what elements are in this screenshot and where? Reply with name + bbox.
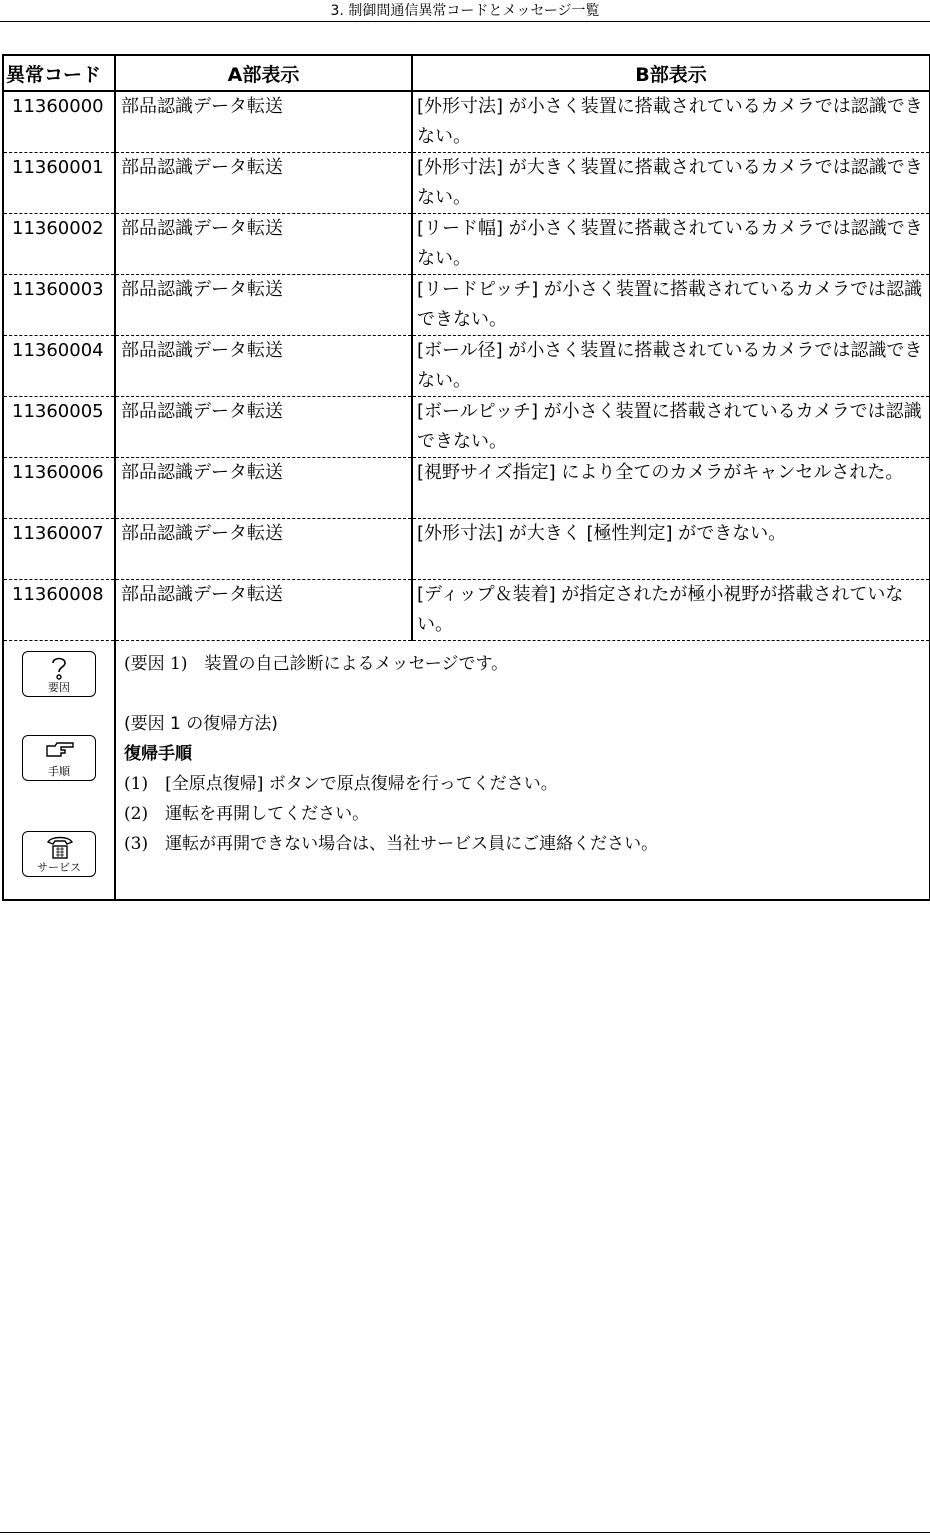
table-row [3,275,930,336]
error-code: 11360007 [3,519,115,580]
footer-rule [0,1532,930,1533]
header-b-display: B部表示 [412,55,930,91]
cause-badge-label: 要因 [48,681,70,694]
b-display: [リード幅] が小さく装置に搭載されているカメラでは認識できない。 [412,214,930,275]
b-display: [ディップ＆装着] が指定されたが極小視野が搭載されていない。 [412,580,930,641]
error-code: 11360008 [3,580,115,641]
procedure-heading: 復帰手順 [124,744,192,764]
error-code: 11360003 [3,275,115,336]
a-display: 部品認識データ転送 [115,91,412,153]
a-display: 部品認識データ転送 [115,275,412,336]
b-display: [ボール径] が小さく装置に搭載されているカメラでは認識できない。 [412,336,930,397]
service-badge-label: サービス [37,861,81,874]
icon-column [3,641,115,901]
table-row [3,458,930,519]
b-display: [外形寸法] が大きく [極性判定] ができない。 [412,519,930,580]
header-error-code: 異常コード [3,55,115,91]
page-header-title: 3. 制御間通信異常コードとメッセージ一覧 [330,3,600,19]
table-row [3,336,930,397]
error-code: 11360005 [3,397,115,458]
step-item: (2) 運転を再開してください。 [124,804,370,824]
telephone-icon [45,834,75,860]
error-code: 11360002 [3,214,115,275]
a-display: 部品認識データ転送 [115,214,412,275]
error-code: 11360000 [3,91,115,153]
error-code-table [2,54,930,901]
procedure-badge-label: 手順 [48,765,70,778]
question-icon [45,654,73,682]
table-row [3,580,930,641]
spacer [124,679,923,709]
cause-badge [22,651,96,697]
a-display: 部品認識データ転送 [115,458,412,519]
b-display: [外形寸法] が大きく装置に搭載されているカメラでは認識できない。 [412,153,930,214]
recovery-text [115,641,930,901]
step-item: (3) 運転が再開できない場合は、当社サービス員にご連絡ください。 [124,834,659,854]
b-display: [リードピッチ] が小さく装置に搭載されているカメラでは認識できない。 [412,275,930,336]
table-header-row [3,55,930,91]
a-display: 部品認識データ転送 [115,397,412,458]
table-row [3,397,930,458]
header-a-display: A部表示 [115,55,412,91]
table-row [3,91,930,153]
error-code: 11360004 [3,336,115,397]
table-row [3,519,930,580]
recovery-info-row [3,641,930,901]
cause-line: (要因 1) 装置の自己診断によるメッセージです。 [124,654,509,674]
error-code: 11360006 [3,458,115,519]
error-code: 11360001 [3,153,115,214]
a-display: 部品認識データ転送 [115,519,412,580]
pointing-hand-icon [45,738,75,762]
a-display: 部品認識データ転送 [115,336,412,397]
service-badge [22,831,96,877]
procedure-badge [22,735,96,781]
b-display: [外形寸法] が小さく装置に搭載されているカメラでは認識できない。 [412,91,930,153]
table-row [3,153,930,214]
a-display: 部品認識データ転送 [115,153,412,214]
step-item: (1) [全原点復帰] ボタンで原点復帰を行ってください。 [124,774,558,794]
table-row [3,214,930,275]
a-display: 部品認識データ転送 [115,580,412,641]
recovery-heading: (要因 1 の復帰方法) [124,714,278,734]
header-rule [0,21,930,22]
b-display: [視野サイズ指定] により全てのカメラがキャンセルされた。 [412,458,930,519]
b-display: [ボールピッチ] が小さく装置に搭載されているカメラでは認識できない。 [412,397,930,458]
